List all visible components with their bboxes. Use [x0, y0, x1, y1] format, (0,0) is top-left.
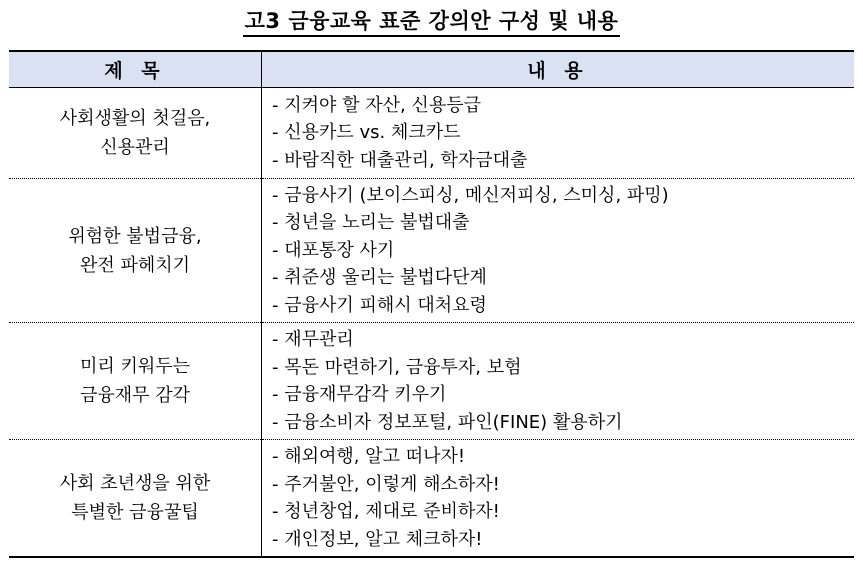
list-item: - 금융사기 피해시 대처요령 — [272, 294, 487, 316]
row-title-cell — [9, 88, 262, 179]
list-item: - 재무관리 — [272, 329, 354, 350]
curriculum-table — [9, 50, 854, 558]
column-header-content: 내 용 — [262, 51, 855, 88]
list-item: - 개인정보, 알고 체크하자! — [272, 528, 483, 550]
content-list — [262, 92, 854, 175]
row-title-line: 미리 키워두는 — [79, 356, 191, 377]
row-content-cell — [262, 179, 855, 323]
list-item: - 취준생 울리는 불법다단계 — [272, 267, 487, 289]
row-title-line: 완전 파헤치기 — [79, 254, 191, 276]
list-item: - 목돈 마련하기, 금융투자, 보험 — [272, 356, 522, 378]
list-item: - 청년창업, 제대로 준비하자! — [272, 501, 500, 522]
row-title-line: 사회 초년생을 위한 — [59, 473, 211, 494]
table-row — [9, 440, 854, 558]
row-title-line: 위험한 불법금융, — [68, 225, 202, 247]
column-header-title: 제 목 — [9, 51, 262, 88]
list-item: - 바람직한 대출관리, 학자금대출 — [272, 149, 528, 171]
table-header-row — [9, 51, 854, 88]
row-title-line: 특별한 금융꿀팁 — [71, 502, 199, 523]
content-list — [262, 326, 854, 436]
list-item: - 금융소비자 정보포털, 파인(FINE) 활용하기 — [272, 411, 623, 433]
list-item: - 지켜야 할 자산, 신용등급 — [272, 94, 481, 116]
row-content-cell — [262, 88, 855, 179]
row-title-cell — [9, 323, 262, 440]
row-content-cell — [262, 323, 855, 440]
table-row — [9, 179, 854, 323]
list-item: - 주거불안, 이렇게 해소하자! — [272, 473, 500, 495]
content-list — [262, 182, 854, 320]
row-title-cell — [9, 440, 262, 558]
list-item: - 신용카드 vs. 체크카드 — [272, 122, 461, 144]
list-item: - 금융재무감각 키우기 — [272, 384, 447, 405]
row-title-line: 금융재무 감각 — [79, 385, 191, 406]
document-title — [0, 8, 863, 37]
table-row — [9, 88, 854, 179]
list-item: - 금융사기 (보이스피싱, 메신저피싱, 스미싱, 파밍) — [272, 184, 669, 206]
table-row — [9, 323, 854, 440]
row-title-cell — [9, 179, 262, 323]
document-title-text: 고3 금융교육 표준 강의안 구성 및 내용 — [243, 8, 621, 37]
row-content-cell — [262, 440, 855, 558]
list-item: - 해외여행, 알고 떠나자! — [272, 446, 466, 467]
row-title-line: 신용관리 — [100, 137, 170, 158]
list-item: - 청년을 노리는 불법대출 — [272, 212, 470, 234]
content-list — [262, 443, 854, 553]
row-title-line: 사회생활의 첫걸음, — [59, 108, 211, 129]
list-item: - 대포통장 사기 — [272, 239, 395, 261]
